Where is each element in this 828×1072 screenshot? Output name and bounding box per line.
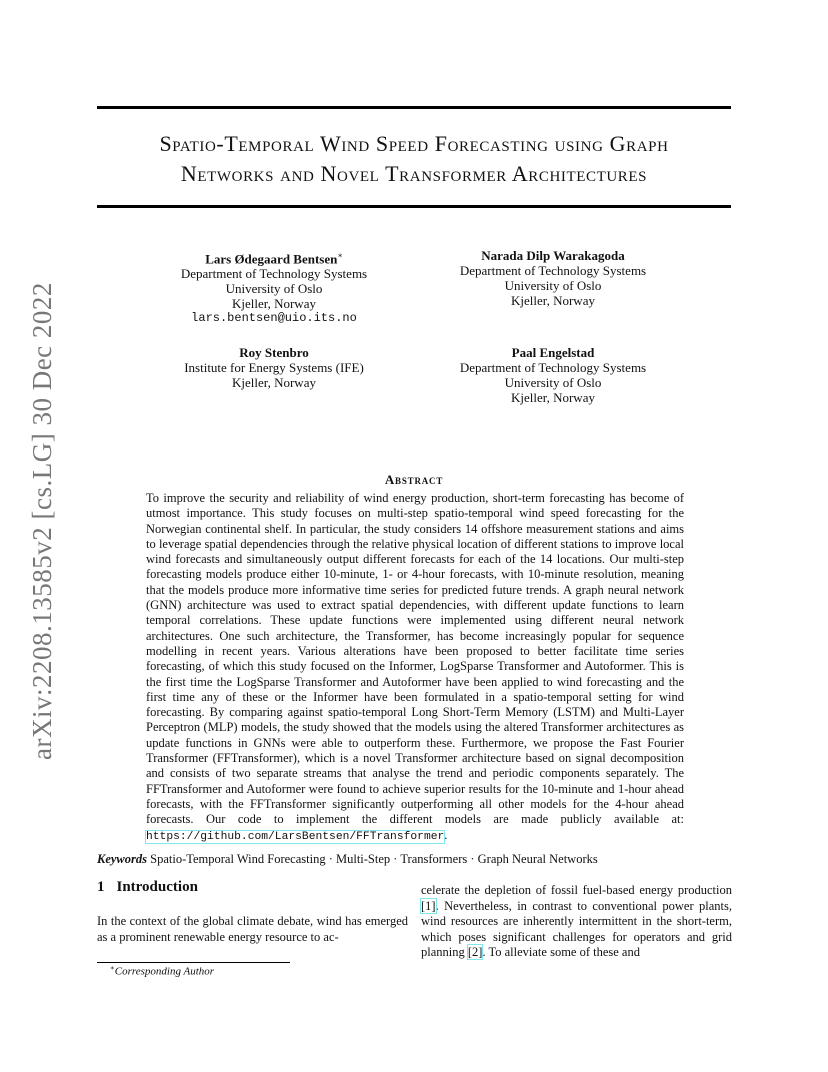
author-department: Department of Technology Systems [180, 266, 368, 282]
title-line-2: Networks and Novel Transformer Architectures [180, 161, 648, 186]
abstract-body [146, 491, 684, 845]
author-name: Narada Dilp Warakagoda [481, 248, 625, 263]
abstract-end: . [444, 827, 448, 842]
author-institution: Institute for Energy Systems (IFE) [184, 360, 364, 375]
author-name: Paal Engelstad [511, 345, 595, 360]
keywords-text: Spatio-Temporal Wind Forecasting · Multi-Step · Transformers · Graph Neural Networks [150, 852, 598, 866]
abstract-heading: Abstract [384, 472, 444, 487]
section-title: Introduction [116, 879, 198, 895]
title-bottom-rule [97, 205, 731, 208]
author-department: Department of Technology Systems [459, 360, 647, 375]
citation-link[interactable]: [1] [421, 898, 436, 913]
intro-text: . To alleviate some of these and [482, 945, 640, 960]
author-block-3 [165, 345, 383, 390]
author-block-2 [444, 248, 662, 308]
author-location: Kjeller, Norway [232, 296, 316, 312]
author-institution: University of Oslo [504, 375, 602, 390]
footnote-mark: ∗ [110, 964, 115, 972]
footnote-rule [97, 962, 290, 963]
footnote-text: Corresponding Author [114, 965, 215, 978]
keywords-label: Keywords [97, 852, 147, 866]
section-heading [97, 879, 198, 896]
section-number: 1 [97, 879, 105, 895]
intro-column-2 [421, 883, 732, 961]
author-department: Department of Technology Systems [459, 263, 647, 278]
author-institution: University of Oslo [504, 278, 602, 293]
title-line-1: Spatio-Temporal Wind Speed Forecasting using Graph [159, 131, 669, 156]
author-block-4 [444, 345, 662, 405]
arxiv-identifier: arXiv:2208.13585v2 [cs.LG] 30 Dec 2022 [27, 282, 57, 760]
author-location: Kjeller, Norway [511, 293, 595, 308]
author-block-1 [165, 248, 383, 326]
top-rule [97, 106, 731, 109]
intro-text: celerate the depletion of fossil fuel-based energy production [421, 883, 732, 897]
keywords-line [97, 852, 598, 867]
author-email[interactable]: lars.bentsen@uio.its.no [191, 311, 357, 326]
intro-column-1: In the context of the global climate debate, wind has emerged as a prominent renewable energy resource to ac- [97, 914, 408, 944]
intro-text: . Nevertheless, in contrast to conventional power plants, wind resources are inherently intermittent in the short-term, which poses significant challenges for operators and grid planning [421, 898, 732, 960]
paper-title [97, 129, 731, 189]
footnote [110, 964, 214, 978]
author-location: Kjeller, Norway [232, 375, 316, 390]
author-name: Lars Ødegaard Bentsen∗ [205, 251, 343, 267]
author-location: Kjeller, Norway [511, 390, 595, 405]
author-footnote-mark: ∗ [337, 251, 343, 260]
author-institution: University of Oslo [225, 281, 323, 297]
author-name: Roy Stenbro [239, 345, 309, 360]
abstract-text: To improve the security and reliability of wind energy production, short-term forecasting has become of utmost importance. This study focuses on multi-step spatio-temporal wind speed forecasting for the Norwegian continental shelf. In particular, the study considers 14 offshore measurement stations and aims to leverage spatial dependencies through the relative physical location of different stations to improve local wind forecasts and simultaneously output different forecasts for each of the 14 locations. Our multi-step forecasting models produce either 10-minute, 1- or 4-hour forecasts, with 10-minute resolution, meaning that the models produce more informative time series for predicted future trends. A graph neural network (GNN) architecture was used to extract spatial dependencies, with different update functions to learn temporal correlations. These update functions were implemented using different neural network architectures. One such architecture, the Transformer, has become increasingly popular for sequence modelling in recent years. Various alterations have been proposed to better facilitate time series forecasting, of which this study focused on the Informer, LogSparse Transformer and Autoformer. This is the first time the LogSparse Transformer and Autoformer have been applied to wind forecasting and the first time any of these or the Informer have been formulated in a spatio-temporal setting for wind forecasting. By comparing against spatio-temporal Long Short-Term Memory (LSTM) and Multi-Layer Perceptron (MLP) models, the study showed that the models using the altered Transformer architectures as update functions in GNNs were able to outperform these. Furthermore, we propose the Fast Fourier Transformer (FFTransformer), which is a novel Transformer architecture based on signal decomposition and consists of two separate streams that analyse the trend and periodic components separately. The FFTransformer and Autoformer were found to achieve superior results for the 10-minute and 1-hour ahead forecasts, with the FFTransformer significantly outperforming all other models for the 4-hour ahead forecasts. Our code to implement the different models are made publicly available at: [146, 491, 684, 827]
code-repository-link[interactable]: https://github.com/LarsBentsen/FFTransformer [146, 830, 445, 843]
citation-link[interactable]: [2] [467, 945, 483, 960]
